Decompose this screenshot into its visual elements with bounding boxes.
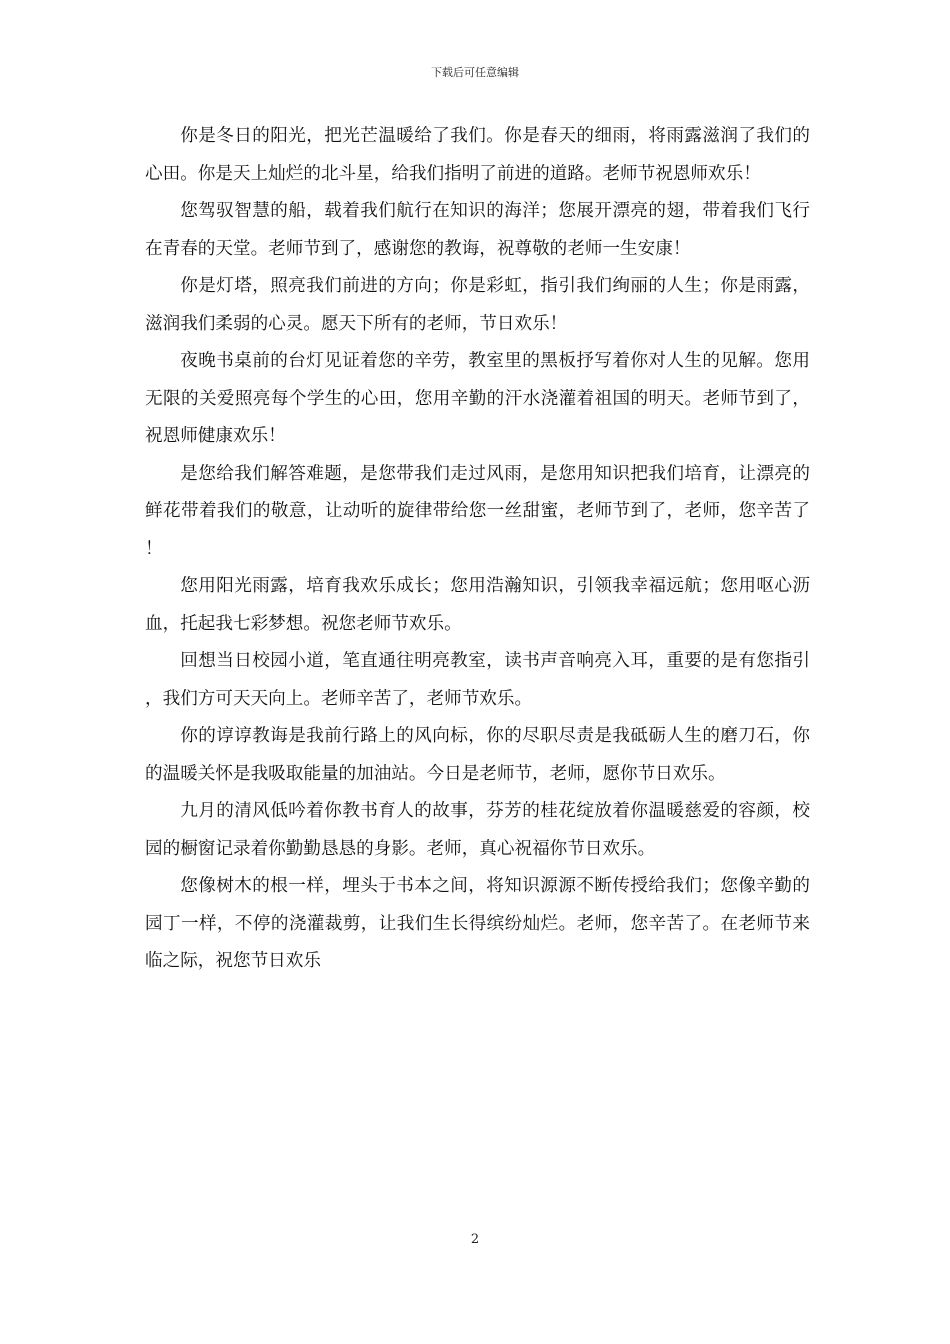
paragraph-10: 您像树木的根一样，埋头于书本之间，将知识源源不断传授给我们；您像辛勤的园丁一样，不停的浇灌裁剪，让我们生长得缤纷灿烂。老师，您辛苦了。在老师节来临之际，祝您节日欢乐 — [145, 876, 810, 971]
paragraph-3: 你是灯塔，照亮我们前进的方向；你是彩虹，指引我们绚丽的人生；你是雨露，滋润我们柔弱的心灵。愿天下所有的老师，节日欢乐！ — [145, 276, 810, 334]
paragraph-8: 你的谆谆教诲是我前行路上的风向标，你的尽职尽责是我砥砺人生的磨刀石，你的温暖关怀是我吸取能量的加油站。今日是老师节，老师，愿你节日欢乐。 — [145, 726, 810, 784]
paragraph-6: 您用阳光雨露，培育我欢乐成长；您用浩瀚知识，引领我幸福远航；您用呕心沥血，托起我七彩梦想。祝您老师节欢乐。 — [145, 576, 810, 634]
paragraph-5: 是您给我们解答难题，是您带我们走过风雨，是您用知识把我们培育，让漂亮的鲜花带着我们的敬意，让动听的旋律带给您一丝甜蜜，老师节到了，老师，您辛苦了！ — [145, 463, 810, 559]
paragraph-9: 九月的清风低吟着你教书育人的故事，芬芳的桂花绽放着你温暖慈爱的容颜，校园的橱窗记录着你勤勤恳恳的身影。老师，真心祝福你节日欢乐。 — [145, 801, 810, 859]
page-header: 下载后可任意编辑 — [431, 66, 519, 79]
page-number: 2 — [470, 1232, 480, 1247]
paragraph-2: 您驾驭智慧的船，载着我们航行在知识的海洋；您展开漂亮的翅，带着我们飞行在青春的天堂。老师节到了，感谢您的教诲，祝尊敬的老师一生安康！ — [145, 201, 810, 259]
document-body — [145, 118, 810, 981]
paragraph-1: 你是冬日的阳光，把光芒温暖给了我们。你是春天的细雨，将雨露滋润了我们的心田。你是天上灿烂的北斗星，给我们指明了前进的道路。老师节祝恩师欢乐！ — [145, 126, 810, 184]
paragraph-7: 回想当日校园小道，笔直通往明亮教室，读书声音响亮入耳，重要的是有您指引，我们方可天天向上。老师辛苦了，老师节欢乐。 — [145, 651, 810, 709]
paragraph-4: 夜晚书桌前的台灯见证着您的辛劳，教室里的黑板抒写着你对人生的见解。您用无限的关爱照亮每个学生的心田，您用辛勤的汗水浇灌着祖国的明天。老师节到了，祝恩师健康欢乐！ — [145, 351, 810, 446]
